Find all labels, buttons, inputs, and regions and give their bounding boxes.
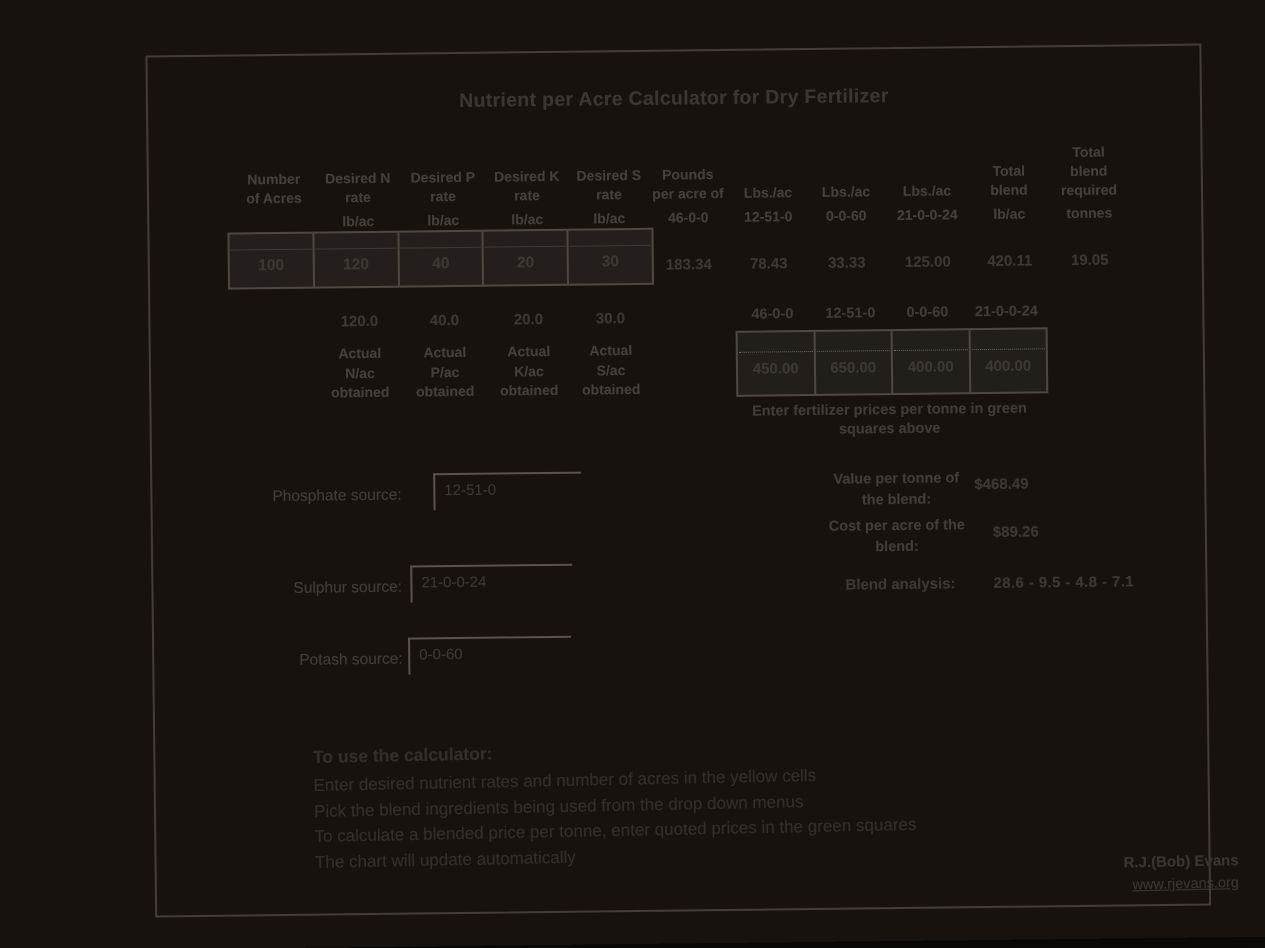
- header-line: blend: [990, 181, 1028, 198]
- header-line: of Acres: [246, 189, 302, 207]
- input-cells-row: [227, 228, 654, 290]
- actual-label-line: obtained: [415, 382, 475, 400]
- header-unit: tonnes: [1066, 204, 1113, 222]
- price-header-12-51-0: 12-51-0: [825, 305, 876, 322]
- header-unit: lb/ac: [427, 211, 460, 229]
- actual-k-value: 20.0: [513, 311, 544, 329]
- actual-label-line: obtained: [581, 380, 641, 398]
- price-cell-46-0-0: [738, 332, 814, 395]
- header-line: rate: [430, 188, 456, 205]
- header-unit: lb/ac: [993, 205, 1026, 222]
- header-line: required: [1060, 181, 1118, 199]
- instruction-line: Enter desired nutrient rates and number of acres in the yellow cells: [313, 765, 817, 795]
- result-label-line: Value per tonne of: [833, 470, 960, 488]
- header-unit: 21-0-0-24: [896, 206, 958, 224]
- input-cell-k-rate: [482, 231, 567, 285]
- value-per-tonne-label: [810, 468, 982, 512]
- cost-per-acre-value: $89.26: [992, 523, 1039, 541]
- potash-source-dropdown: 0-0-60: [408, 636, 571, 675]
- actual-label-line: Actual: [423, 343, 467, 361]
- header-line: Desired S: [576, 166, 642, 184]
- instruction-line: The chart will update automatically: [314, 847, 576, 872]
- actual-p-value: 40.0: [429, 311, 460, 330]
- result-label-line: blend:: [875, 538, 919, 556]
- result-label-line: the blend:: [861, 491, 932, 509]
- price-value: 400.00: [907, 358, 954, 376]
- header-col-desired-k: [481, 149, 572, 230]
- phosphate-source-label: Phosphate source:: [272, 486, 402, 506]
- header-line: Lbs./ac: [821, 183, 871, 200]
- actual-label-line: K/ac: [514, 362, 544, 379]
- header-unit: 0-0-60: [825, 207, 867, 224]
- header-unit: 12-51-0: [744, 208, 793, 225]
- header-col-number-of-acres: [229, 152, 320, 233]
- potash-source-label: Potash source:: [299, 650, 403, 669]
- header-col-pounds-46-0-0: [642, 147, 733, 228]
- author-name: R.J.(Bob) Evans: [1123, 852, 1239, 872]
- header-line: blend: [1070, 162, 1108, 180]
- header-line: Lbs./ac: [902, 182, 952, 199]
- computed-total-blend: 420.11: [987, 252, 1033, 270]
- blend-analysis-value: 28.6 - 9.5 - 4.8 - 7.1: [993, 573, 1135, 592]
- actual-label-line: Actual: [589, 342, 633, 359]
- caption-line: squares above: [838, 420, 941, 438]
- instructions-block: [313, 732, 1075, 875]
- actual-label-line: P/ac: [430, 363, 460, 380]
- caption-line: Enter fertilizer prices per tonne in green: [752, 400, 1027, 420]
- phosphate-source-dropdown: 12-51-0: [433, 472, 581, 511]
- header-line: rate: [596, 186, 622, 203]
- header-col-total-blend-required: [1043, 142, 1134, 223]
- actual-label-line: Actual: [507, 342, 551, 360]
- price-value: 450.00: [752, 360, 799, 378]
- sulphur-source-dropdown: 21-0-0-24: [410, 564, 572, 603]
- price-table-caption: [728, 399, 1050, 440]
- header-col-lbs-21-0-0-24: [881, 144, 972, 225]
- page-title: Nutrient per Acre Calculator for Dry Fertilizer: [459, 85, 889, 112]
- header-unit: lb/ac: [342, 212, 375, 230]
- header-unit: lb/ac: [511, 211, 544, 228]
- instruction-line: To calculate a blended price per tonne, enter quoted prices in the green squares: [314, 814, 917, 846]
- header-line: rate: [345, 188, 371, 206]
- price-header-0-0-60: 0-0-60: [906, 304, 949, 321]
- header-line: rate: [514, 187, 540, 204]
- actual-label-line: obtained: [499, 381, 559, 399]
- value-per-tonne-value: $468.49: [974, 475, 1029, 494]
- sulphur-source-label: Sulphur source:: [293, 578, 403, 597]
- input-cell-value: 40: [432, 255, 450, 273]
- price-input-table: [736, 327, 1049, 397]
- actual-n-value: 120.0: [340, 312, 379, 331]
- actual-label-line: Actual: [338, 344, 382, 362]
- input-cell-value: 120: [342, 255, 370, 274]
- computed-lbs-12-51-0: 78.43: [749, 255, 788, 273]
- header-line: Desired N: [325, 169, 391, 187]
- computed-pounds-46-0-0: 183.34: [665, 256, 712, 274]
- input-cell-value: 20: [516, 254, 535, 272]
- computed-lbs-21-0-0-24: 125.00: [904, 253, 951, 271]
- header-col-total-blend: [963, 143, 1054, 224]
- actual-s-label: [563, 341, 660, 401]
- computed-total-tonnes: 19.05: [1070, 251, 1109, 270]
- header-unit: lb/ac: [593, 210, 626, 227]
- header-line: Number: [247, 170, 301, 188]
- input-cell-acres: [229, 234, 312, 288]
- instructions-heading: To use the calculator:: [312, 743, 493, 767]
- actual-p-label: [397, 343, 494, 403]
- input-cell-s-rate: [567, 230, 652, 284]
- actual-s-value: 30.0: [595, 310, 626, 328]
- price-cell-12-51-0: [813, 331, 891, 394]
- blend-analysis-label: Blend analysis:: [845, 575, 956, 594]
- actual-label-line: N/ac: [345, 364, 375, 381]
- price-cell-0-0-60: [891, 330, 969, 393]
- header-col-desired-p: [397, 150, 488, 231]
- header-line: Total: [1072, 143, 1105, 161]
- actual-label-line: S/ac: [596, 361, 626, 378]
- input-cell-value: 30: [601, 253, 620, 271]
- price-header-21-0-0-24: 21-0-0-24: [974, 303, 1038, 321]
- input-cell-value: 100: [258, 256, 285, 275]
- header-line: Desired P: [410, 168, 476, 186]
- header-line: Lbs./ac: [743, 184, 793, 201]
- computed-lbs-0-0-60: 33.33: [827, 254, 866, 272]
- header-line: Desired K: [494, 167, 560, 185]
- price-value: 400.00: [985, 357, 1032, 376]
- header-col-desired-n: [313, 151, 404, 232]
- price-cell-21-0-0-24: [968, 329, 1046, 392]
- calculator-page-border: [145, 44, 1240, 918]
- header-line: Pounds: [662, 166, 714, 183]
- cost-per-acre-label: [811, 515, 983, 559]
- header-line: Total: [992, 162, 1026, 179]
- header-col-lbs-0-0-60: [800, 145, 891, 226]
- header-line: per acre of: [652, 184, 724, 202]
- input-cell-p-rate: [397, 232, 482, 286]
- instruction-line: Pick the blend ingredients being used from the drop down menus: [313, 791, 804, 821]
- input-cell-n-rate: [312, 233, 397, 287]
- header-col-desired-s: [563, 148, 654, 229]
- actual-label-line: obtained: [330, 383, 390, 401]
- header-unit: 46-0-0: [667, 209, 709, 226]
- price-header-46-0-0: 46-0-0: [751, 306, 794, 323]
- result-label-line: Cost per acre of the: [828, 517, 965, 535]
- website-link: www.rjevans.org: [1132, 875, 1240, 894]
- actual-n-label: [312, 344, 409, 404]
- price-value: 650.00: [830, 359, 877, 377]
